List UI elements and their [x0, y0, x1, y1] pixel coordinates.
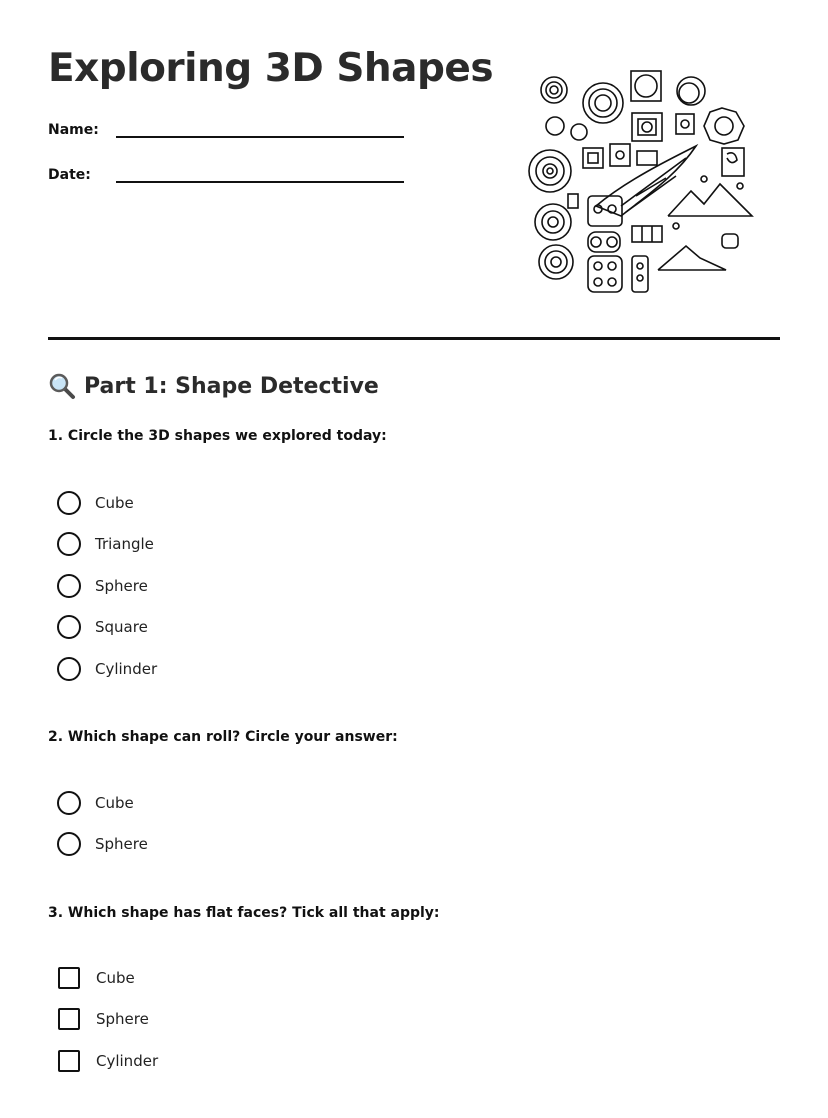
option-label: Sphere: [96, 1010, 149, 1029]
list-item: [57, 782, 148, 824]
option-label: Cube: [95, 793, 134, 812]
option-label: Sphere: [95, 835, 148, 854]
date-label: Date:: [48, 167, 91, 183]
option-label: Cube: [96, 968, 135, 987]
circle-answer-cylinder[interactable]: [57, 657, 81, 681]
name-write-line[interactable]: [116, 118, 404, 138]
list-item: [57, 824, 148, 866]
list-item: [57, 524, 157, 566]
list-item: [57, 999, 158, 1041]
circle-answer-cube[interactable]: [57, 491, 81, 515]
option-label: Cylinder: [95, 659, 158, 678]
question-2-options: [57, 782, 148, 865]
question-1-options: [57, 482, 157, 690]
tick-box-cylinder[interactable]: [58, 1050, 80, 1072]
part-1-title: [48, 372, 379, 400]
question-3-options: [57, 957, 158, 1082]
date-write-line[interactable]: [116, 163, 404, 183]
name-label: Name:: [48, 122, 99, 138]
circle-answer-sphere[interactable]: [57, 574, 81, 598]
list-item: [57, 607, 157, 649]
list-item: [57, 1040, 158, 1082]
question-3: 3. Which shape has flat faces? Tick all that apply:: [48, 905, 440, 921]
circle-answer-sphere[interactable]: [57, 832, 81, 856]
circle-answer-square[interactable]: [57, 615, 81, 639]
option-label: Cylinder: [96, 1051, 159, 1070]
list-item: [57, 482, 157, 524]
question-1: 1. Circle the 3D shapes we explored today:: [48, 428, 387, 444]
circle-answer-cube[interactable]: [57, 791, 81, 815]
tick-box-sphere[interactable]: [58, 1008, 80, 1030]
maori-pattern-shapes-illustration: [526, 66, 758, 298]
tick-box-cube[interactable]: [58, 967, 80, 989]
option-label: Sphere: [95, 576, 148, 595]
option-label: Triangle: [95, 535, 154, 554]
date-field: [48, 163, 404, 183]
worksheet-title: Exploring 3D Shapes: [48, 46, 494, 91]
question-2: 2. Which shape can roll? Circle your answer:: [48, 729, 398, 745]
header-divider: [48, 337, 780, 340]
list-item: [57, 565, 157, 607]
option-label: Cube: [95, 493, 134, 512]
option-label: Square: [95, 618, 148, 637]
list-item: [57, 957, 158, 999]
circle-answer-triangle[interactable]: [57, 532, 81, 556]
magnifying-glass-icon: [48, 372, 76, 400]
name-field: [48, 118, 404, 138]
list-item: [57, 648, 157, 690]
part-1-title-text: Part 1: Shape Detective: [84, 373, 379, 399]
